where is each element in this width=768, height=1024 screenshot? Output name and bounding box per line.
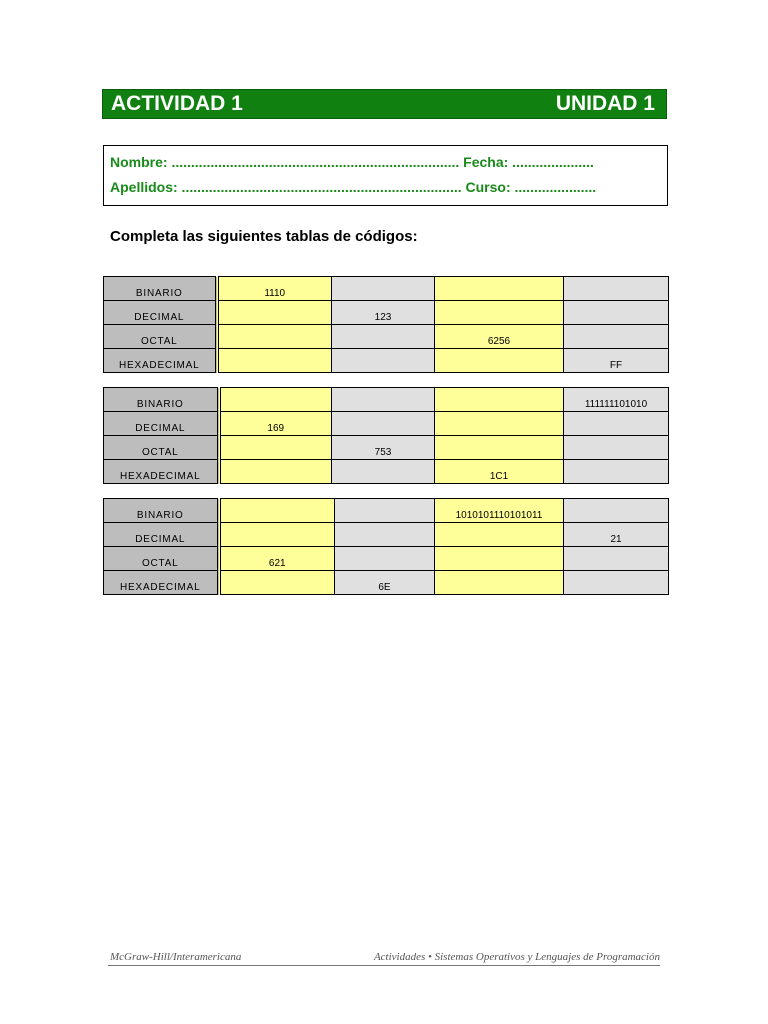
code-cell[interactable]	[335, 499, 435, 523]
name-date-line: Nombre: .......................................................................... Fecha: .....................	[110, 154, 594, 170]
code-cell[interactable]: 621	[219, 547, 335, 571]
code-cell[interactable]	[219, 460, 332, 484]
code-cell[interactable]	[217, 301, 332, 325]
unit-title: UNIDAD 1	[555, 92, 655, 115]
code-cell[interactable]: 21	[564, 523, 669, 547]
code-cell[interactable]	[335, 547, 435, 571]
table-row	[104, 571, 669, 595]
code-cell[interactable]	[219, 436, 332, 460]
code-cell[interactable]	[435, 547, 564, 571]
row-label: HEXADECIMAL	[104, 460, 219, 484]
code-cell[interactable]	[564, 325, 669, 349]
code-cell[interactable]	[332, 349, 435, 373]
table-row	[104, 499, 669, 523]
code-cell[interactable]	[332, 412, 435, 436]
row-label: BINARIO	[104, 277, 217, 301]
code-cell[interactable]: 1010101110101011	[435, 499, 564, 523]
code-cell[interactable]: 123	[332, 301, 435, 325]
row-label: BINARIO	[104, 388, 219, 412]
table-row	[104, 388, 669, 412]
row-label: HEXADECIMAL	[104, 571, 219, 595]
table-row	[104, 547, 669, 571]
code-cell[interactable]	[435, 277, 564, 301]
code-cell[interactable]	[335, 523, 435, 547]
row-label: DECIMAL	[104, 301, 217, 325]
code-cell[interactable]: FF	[564, 349, 669, 373]
code-cell[interactable]	[564, 460, 669, 484]
course-footer: Actividades • Sistemas Operativos y Lenguajes de Programación	[373, 951, 660, 963]
code-cell[interactable]	[219, 388, 332, 412]
code-cell[interactable]	[564, 547, 669, 571]
footer-divider	[108, 965, 660, 966]
code-cell[interactable]	[219, 571, 335, 595]
code-cell[interactable]: 6E	[335, 571, 435, 595]
code-cell[interactable]	[435, 301, 564, 325]
code-cell[interactable]: 1C1	[435, 460, 564, 484]
code-cell[interactable]: 111111101010	[564, 388, 669, 412]
code-table-1	[103, 276, 669, 373]
code-cell[interactable]	[435, 388, 564, 412]
code-cell[interactable]	[435, 412, 564, 436]
row-label: HEXADECIMAL	[104, 349, 217, 373]
code-cell[interactable]	[332, 460, 435, 484]
code-cell[interactable]	[332, 388, 435, 412]
table-row	[104, 349, 669, 373]
code-cell[interactable]	[435, 523, 564, 547]
code-cell[interactable]	[564, 277, 669, 301]
code-cell[interactable]	[564, 301, 669, 325]
code-cell[interactable]	[219, 523, 335, 547]
row-label: DECIMAL	[104, 412, 219, 436]
code-cell[interactable]	[219, 499, 335, 523]
code-cell[interactable]	[217, 325, 332, 349]
table-row	[104, 277, 669, 301]
table-row	[104, 460, 669, 484]
table-row	[104, 412, 669, 436]
row-label: OCTAL	[104, 547, 219, 571]
surname-course-line: Apellidos: ........................................................................ Curso: .....................	[110, 179, 597, 195]
code-cell[interactable]	[564, 412, 669, 436]
row-label: OCTAL	[104, 436, 219, 460]
student-info-box	[103, 145, 668, 206]
code-table-2	[103, 387, 669, 484]
activity-header	[102, 89, 667, 119]
row-label: OCTAL	[104, 325, 217, 349]
code-cell[interactable]	[435, 436, 564, 460]
code-cell[interactable]	[435, 571, 564, 595]
code-cell[interactable]: 169	[219, 412, 332, 436]
code-cell[interactable]	[435, 349, 564, 373]
table-row	[104, 523, 669, 547]
code-cell[interactable]	[564, 436, 669, 460]
code-cell[interactable]: 1110	[217, 277, 332, 301]
activity-title: ACTIVIDAD 1	[111, 92, 243, 115]
table-row	[104, 436, 669, 460]
instruction-text: Completa las siguientes tablas de códigos:	[110, 228, 418, 245]
row-label: BINARIO	[104, 499, 219, 523]
row-label: DECIMAL	[104, 523, 219, 547]
code-cell[interactable]: 6256	[435, 325, 564, 349]
publisher-footer: McGraw-Hill/Interamericana	[110, 951, 242, 963]
code-cell[interactable]	[217, 349, 332, 373]
table-row	[104, 325, 669, 349]
code-cell[interactable]: 753	[332, 436, 435, 460]
code-cell[interactable]	[564, 571, 669, 595]
table-row	[104, 301, 669, 325]
code-cell[interactable]	[332, 325, 435, 349]
code-table-3	[103, 498, 669, 595]
code-cell[interactable]	[564, 499, 669, 523]
code-cell[interactable]	[332, 277, 435, 301]
